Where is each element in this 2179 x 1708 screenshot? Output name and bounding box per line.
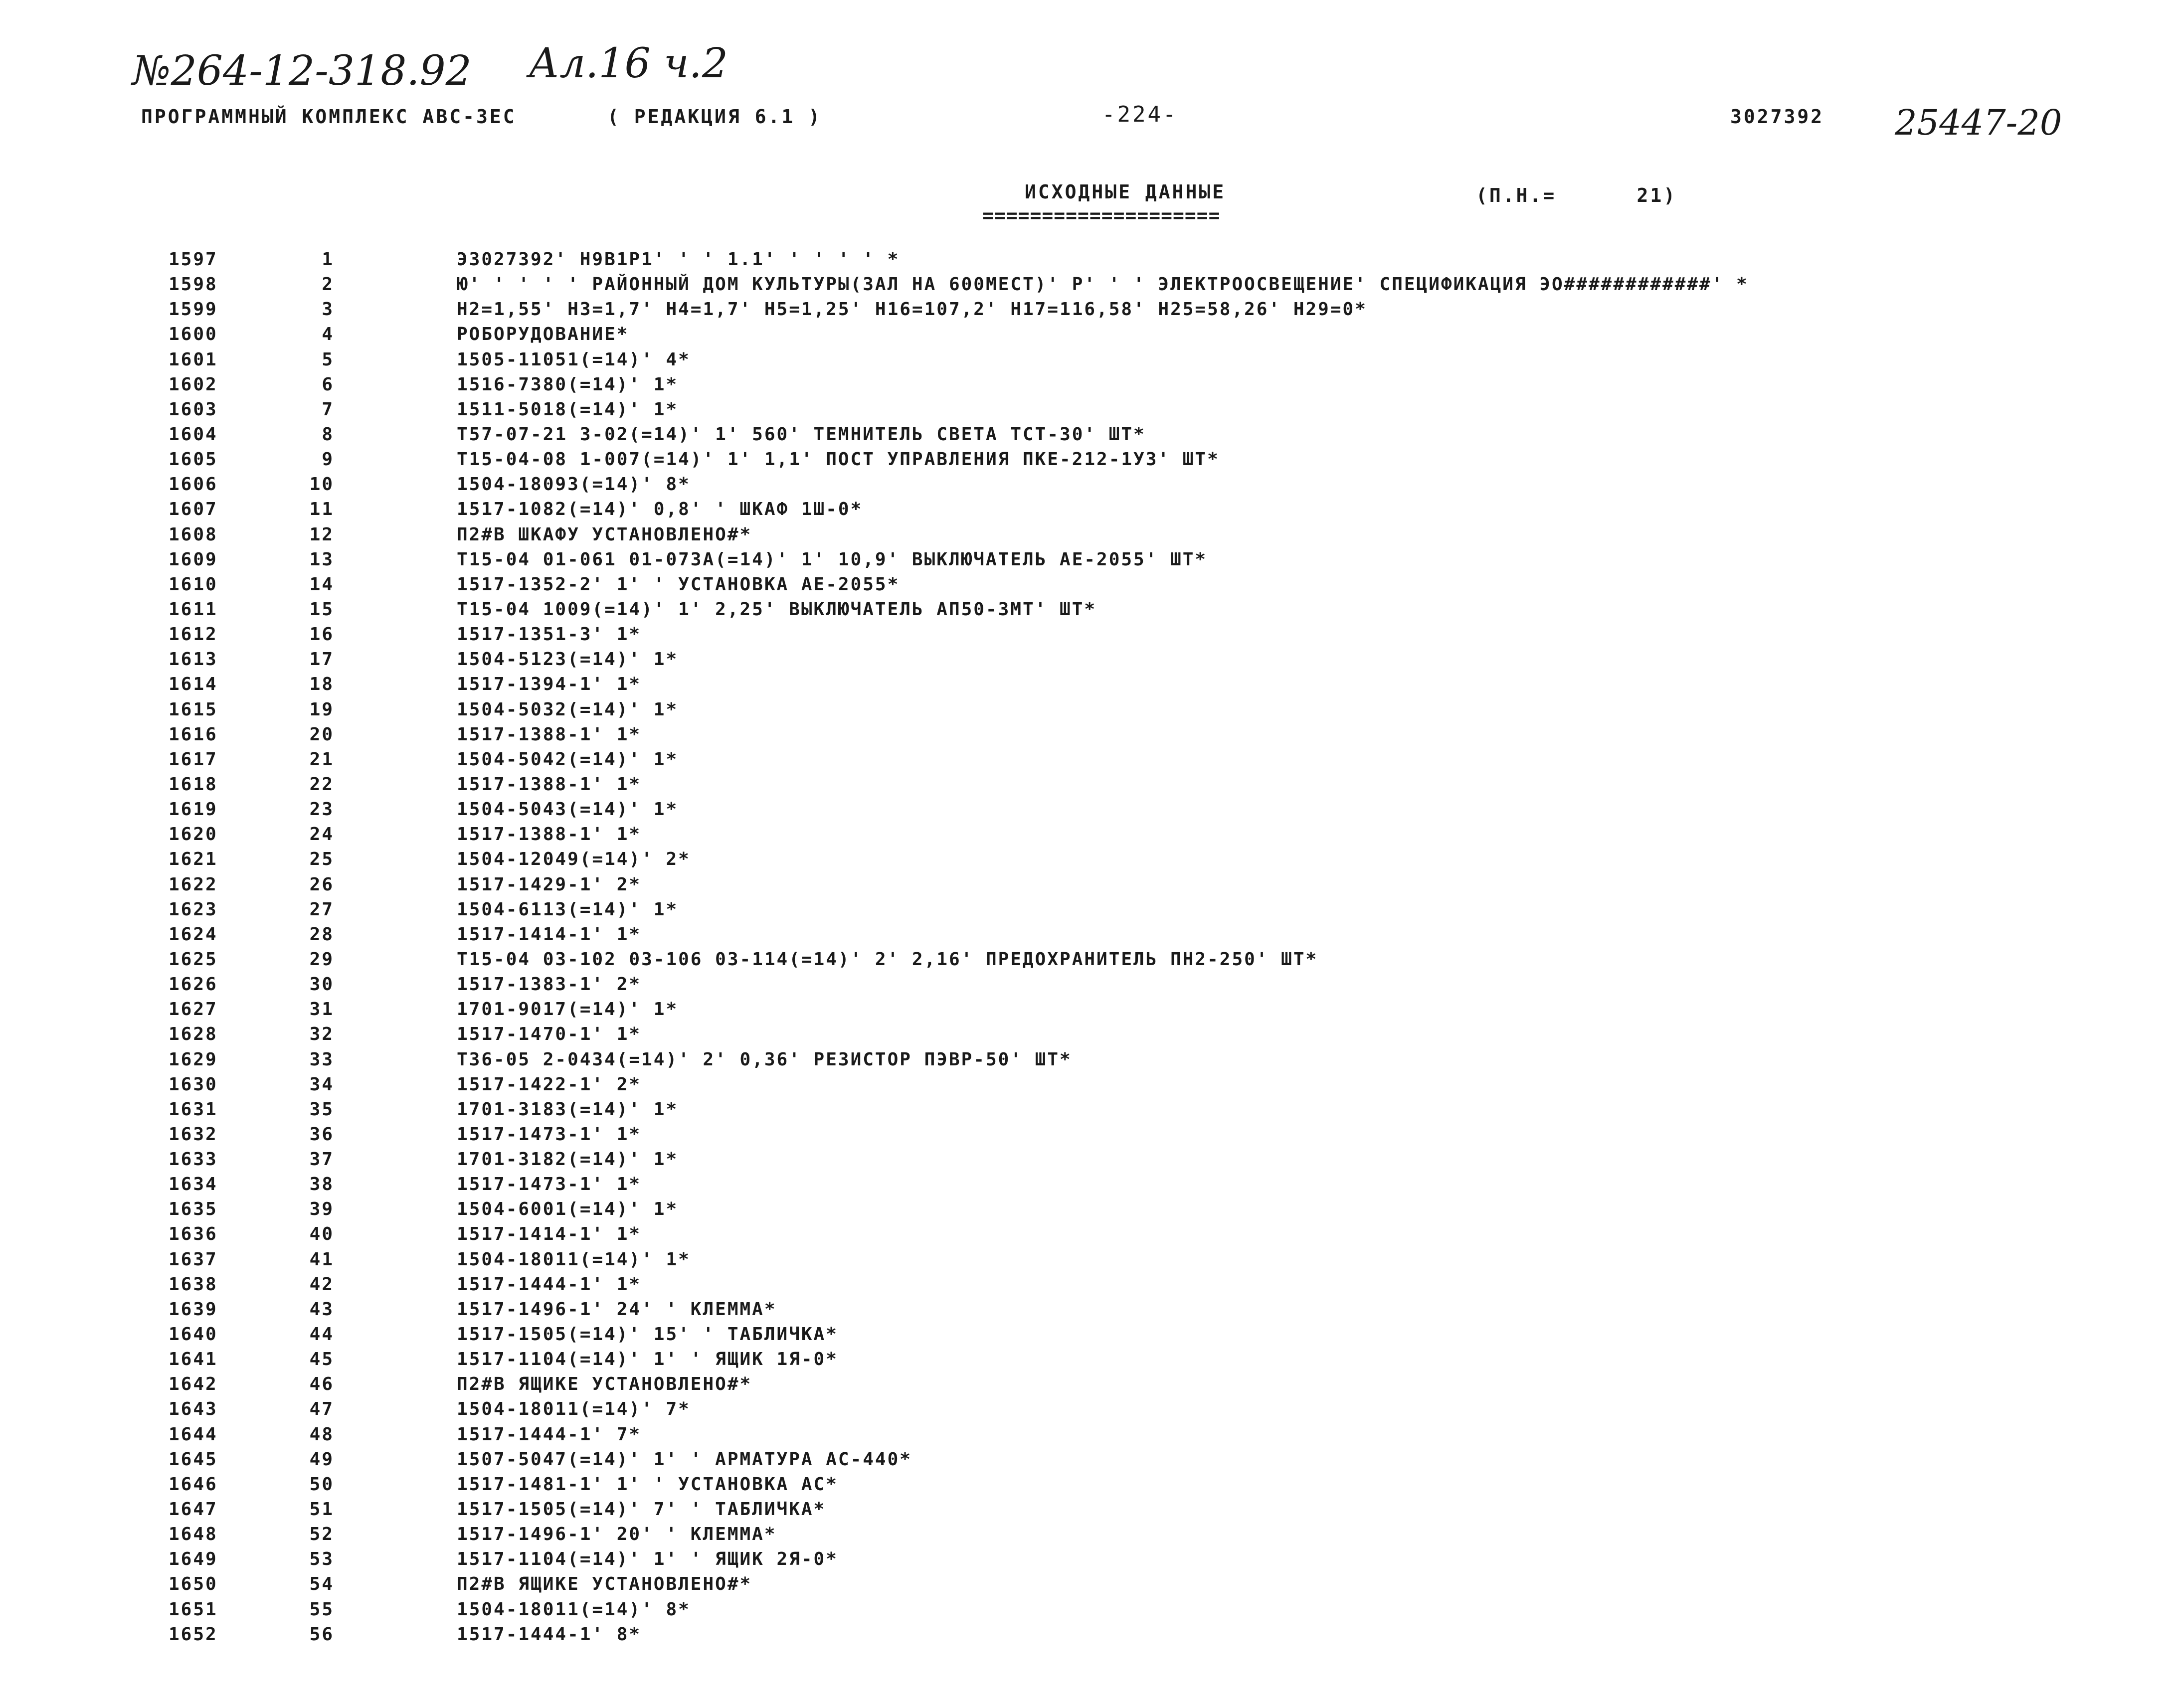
line-number: 1634 [169, 1174, 218, 1195]
card-number: 54 [309, 1574, 334, 1595]
listing-row [0, 624, 2179, 649]
card-number: 53 [309, 1549, 334, 1570]
listing-row [0, 674, 2179, 699]
record-text: Т15-04 03-102 03-106 03-114(=14)' 2' 2,16' ПРЕДОХРАНИТЕЛЬ ПН2-250' ШТ* [457, 949, 1318, 970]
record-text: 1504-6001(=14)' 1* [457, 1199, 679, 1220]
listing-row [0, 1599, 2179, 1624]
document-code: 3027392 [1730, 106, 1824, 128]
record-text: 1504-12049(=14)' 2* [457, 849, 691, 870]
listing-row [0, 649, 2179, 674]
card-number: 36 [309, 1124, 334, 1145]
line-number: 1618 [169, 774, 218, 795]
line-number: 1645 [169, 1449, 218, 1470]
record-text: 1504-5123(=14)' 1* [457, 649, 679, 670]
listing-row [0, 799, 2179, 824]
card-number: 3 [322, 299, 334, 320]
card-number: 50 [309, 1474, 334, 1495]
card-number: 25 [309, 849, 334, 870]
line-number: 1615 [169, 699, 218, 720]
line-number: 1629 [169, 1049, 218, 1070]
listing-row [0, 1374, 2179, 1399]
listing-row [0, 1124, 2179, 1149]
line-number: 1612 [169, 624, 218, 645]
card-number: 56 [309, 1624, 334, 1645]
listing-row [0, 1149, 2179, 1174]
line-number: 1646 [169, 1474, 218, 1495]
listing-row [0, 549, 2179, 574]
line-number: 1625 [169, 949, 218, 970]
record-text: Т15-04 01-061 01-073А(=14)' 1' 10,9' ВЫКЛЮЧАТЕЛЬ АЕ-2055' ШТ* [457, 549, 1208, 570]
listing-row [0, 924, 2179, 949]
record-text: 1517-1104(=14)' 1' ' ЯЩИК 1Я-0* [457, 1349, 838, 1370]
record-text: 1517-1414-1' 1* [457, 1224, 642, 1245]
listing-row [0, 1574, 2179, 1599]
card-number: 2 [322, 274, 334, 295]
line-number: 1632 [169, 1124, 218, 1145]
line-number: 1609 [169, 549, 218, 570]
listing-row [0, 1224, 2179, 1249]
record-text: 1517-1388-1' 1* [457, 724, 642, 745]
edition-label: ( РЕДАКЦИЯ 6.1 ) [607, 106, 822, 128]
record-text: 1504-18093(=14)' 8* [457, 474, 691, 495]
listing-row [0, 1624, 2179, 1649]
record-text: 1517-1429-1' 2* [457, 874, 642, 895]
listing-row [0, 874, 2179, 899]
record-text: РОБОРУДОВАНИЕ* [457, 324, 629, 345]
listing-row [0, 1099, 2179, 1124]
card-number: 9 [322, 449, 334, 470]
listing-row [0, 1174, 2179, 1199]
line-number: 1647 [169, 1499, 218, 1520]
listing-row [0, 849, 2179, 874]
line-number: 1638 [169, 1274, 218, 1295]
record-text: 1517-1505(=14)' 7' ' ТАБЛИЧКА* [457, 1499, 826, 1520]
line-number: 1608 [169, 524, 218, 545]
card-number: 27 [309, 899, 334, 920]
record-text: 1504-6113(=14)' 1* [457, 899, 679, 920]
line-number: 1635 [169, 1199, 218, 1220]
record-text: 1517-1394-1' 1* [457, 674, 642, 695]
card-number: 10 [309, 474, 334, 495]
record-text: 1517-1444-1' 1* [457, 1274, 642, 1295]
card-number: 39 [309, 1199, 334, 1220]
section-title-underline: ==================== [982, 204, 1221, 226]
record-text: 1504-18011(=14)' 7* [457, 1399, 691, 1420]
handwritten-document-number: №264-12-318.92 [132, 47, 472, 95]
line-number: 1626 [169, 974, 218, 995]
record-text: Т15-04 1009(=14)' 1' 2,25' ВЫКЛЮЧАТЕЛЬ АП50-3МТ' ШТ* [457, 599, 1097, 620]
listing-row [0, 374, 2179, 399]
card-number: 47 [309, 1399, 334, 1420]
record-text: 1517-1444-1' 7* [457, 1424, 642, 1445]
card-number: 45 [309, 1349, 334, 1370]
line-number: 1610 [169, 574, 218, 595]
listing-row [0, 774, 2179, 799]
record-text: Т36-05 2-0434(=14)' 2' 0,36' РЕЗИСТОР ПЭВР-50' ШТ* [457, 1049, 1072, 1070]
line-number: 1616 [169, 724, 218, 745]
line-number: 1597 [169, 249, 218, 270]
record-text: 1517-1470-1' 1* [457, 1024, 642, 1045]
card-number: 28 [309, 924, 334, 945]
record-text: Ю' ' ' ' ' РАЙОННЫЙ ДОМ КУЛЬТУРЫ(ЗАЛ НА 600МЕСТ)' Р' ' ' ЭЛЕКТРООСВЕЩЕНИЕ' СПЕЦИФИКАЦИЯ ЭО############' * [457, 274, 1749, 295]
line-number: 1619 [169, 799, 218, 820]
record-text: 1517-1351-3' 1* [457, 624, 642, 645]
card-number: 17 [309, 649, 334, 670]
card-number: 15 [309, 599, 334, 620]
listing-row [0, 1324, 2179, 1349]
source-data-listing [0, 249, 2179, 1649]
record-text: 1517-1352-2' 1' ' УСТАНОВКА АЕ-2055* [457, 574, 900, 595]
line-number: 1630 [169, 1074, 218, 1095]
line-number: 1620 [169, 824, 218, 845]
card-number: 20 [309, 724, 334, 745]
line-number: 1644 [169, 1424, 218, 1445]
handwritten-sheet-reference: Ал.16 ч.2 [529, 40, 728, 87]
card-number: 13 [309, 549, 334, 570]
line-number: 1636 [169, 1224, 218, 1245]
line-number: 1613 [169, 649, 218, 670]
card-number: 48 [309, 1424, 334, 1445]
record-text: П2#В ЯЩИКЕ УСТАНОВЛЕНО#* [457, 1574, 752, 1595]
line-number: 1605 [169, 449, 218, 470]
line-number: 1641 [169, 1349, 218, 1370]
listing-row [0, 1499, 2179, 1524]
listing-row [0, 1524, 2179, 1549]
line-number: 1648 [169, 1524, 218, 1545]
card-number: 55 [309, 1599, 334, 1620]
listing-row [0, 1349, 2179, 1374]
listing-row [0, 474, 2179, 499]
record-text: Н2=1,55' Н3=1,7' Н4=1,7' Н5=1,25' Н16=107,2' Н17=116,58' Н25=58,26' Н29=0* [457, 299, 1367, 320]
card-number: 43 [309, 1299, 334, 1320]
program-title: ПРОГРАММНЫЙ КОМПЛЕКС АВС-3ЕС [141, 106, 517, 128]
page-number: -224- [1102, 102, 1178, 127]
line-number: 1600 [169, 324, 218, 345]
line-number: 1639 [169, 1299, 218, 1320]
listing-row [0, 824, 2179, 849]
card-number: 23 [309, 799, 334, 820]
listing-row [0, 424, 2179, 449]
line-number: 1599 [169, 299, 218, 320]
listing-row [0, 974, 2179, 999]
card-number: 18 [309, 674, 334, 695]
line-number: 1604 [169, 424, 218, 445]
line-number: 1601 [169, 349, 218, 370]
listing-row [0, 999, 2179, 1024]
listing-row [0, 899, 2179, 924]
listing-row [0, 274, 2179, 299]
listing-row [0, 399, 2179, 424]
card-number: 8 [322, 424, 334, 445]
record-text: 1504-5032(=14)' 1* [457, 699, 679, 720]
listing-row [0, 574, 2179, 599]
line-number: 1627 [169, 999, 218, 1020]
card-number: 11 [309, 499, 334, 520]
card-number: 38 [309, 1174, 334, 1195]
card-number: 51 [309, 1499, 334, 1520]
line-number: 1637 [169, 1249, 218, 1270]
line-number: 1611 [169, 599, 218, 620]
card-number: 42 [309, 1274, 334, 1295]
card-number: 12 [309, 524, 334, 545]
listing-row [0, 1249, 2179, 1274]
listing-row [0, 249, 2179, 274]
record-text: 1504-18011(=14)' 8* [457, 1599, 691, 1620]
record-text: 1511-5018(=14)' 1* [457, 399, 679, 420]
card-number: 22 [309, 774, 334, 795]
record-text: 1517-1496-1' 24' ' КЛЕММА* [457, 1299, 777, 1320]
record-text: 1701-3182(=14)' 1* [457, 1149, 679, 1170]
record-text: 1504-18011(=14)' 1* [457, 1249, 691, 1270]
card-number: 52 [309, 1524, 334, 1545]
record-text: 1517-1481-1' 1' ' УСТАНОВКА АС* [457, 1474, 838, 1495]
listing-row [0, 699, 2179, 724]
listing-row [0, 1549, 2179, 1574]
card-number: 34 [309, 1074, 334, 1095]
record-text: Т15-04-08 1-007(=14)' 1' 1,1' ПОСТ УПРАВЛЕНИЯ ПКЕ-212-1У3' ШТ* [457, 449, 1220, 470]
card-number: 33 [309, 1049, 334, 1070]
line-number: 1628 [169, 1024, 218, 1045]
card-number: 32 [309, 1024, 334, 1045]
record-text: 1504-5043(=14)' 1* [457, 799, 679, 820]
record-text: 1517-1473-1' 1* [457, 1174, 642, 1195]
line-number: 1622 [169, 874, 218, 895]
record-text: 1517-1473-1' 1* [457, 1124, 642, 1145]
listing-row [0, 1424, 2179, 1449]
record-text: 1517-1388-1' 1* [457, 774, 642, 795]
record-text: 1516-7380(=14)' 1* [457, 374, 679, 395]
line-number: 1606 [169, 474, 218, 495]
listing-row [0, 724, 2179, 749]
line-number: 1631 [169, 1099, 218, 1120]
card-number: 7 [322, 399, 334, 420]
listing-row [0, 1024, 2179, 1049]
card-number: 44 [309, 1324, 334, 1345]
line-number: 1603 [169, 399, 218, 420]
record-text: П2#В ШКАФУ УСТАНОВЛЕНО#* [457, 524, 752, 545]
card-number: 30 [309, 974, 334, 995]
line-number: 1598 [169, 274, 218, 295]
listing-row [0, 1049, 2179, 1074]
card-number: 4 [322, 324, 334, 345]
listing-row [0, 599, 2179, 624]
card-number: 31 [309, 999, 334, 1020]
line-number: 1607 [169, 499, 218, 520]
section-page-info: (П.Н.= 21) [1476, 184, 1677, 206]
listing-row [0, 524, 2179, 549]
line-number: 1617 [169, 749, 218, 770]
line-number: 1640 [169, 1324, 218, 1345]
line-number: 1652 [169, 1624, 218, 1645]
line-number: 1649 [169, 1549, 218, 1570]
record-text: Т57-07-21 3-02(=14)' 1' 560' ТЕМНИТЕЛЬ СВЕТА ТСТ-30' ШТ* [457, 424, 1146, 445]
card-number: 26 [309, 874, 334, 895]
listing-row [0, 349, 2179, 374]
listing-row [0, 1399, 2179, 1424]
listing-row [0, 1199, 2179, 1224]
record-text: 1701-9017(=14)' 1* [457, 999, 679, 1020]
record-text: 1517-1505(=14)' 15' ' ТАБЛИЧКА* [457, 1324, 838, 1345]
record-text: 1517-1496-1' 20' ' КЛЕММА* [457, 1524, 777, 1545]
listing-row [0, 1449, 2179, 1474]
card-number: 29 [309, 949, 334, 970]
line-number: 1614 [169, 674, 218, 695]
record-text: 1517-1104(=14)' 1' ' ЯЩИК 2Я-0* [457, 1549, 838, 1570]
card-number: 41 [309, 1249, 334, 1270]
record-text: 1505-11051(=14)' 4* [457, 349, 691, 370]
line-number: 1624 [169, 924, 218, 945]
record-text: 1504-5042(=14)' 1* [457, 749, 679, 770]
listing-row [0, 1274, 2179, 1299]
card-number: 46 [309, 1374, 334, 1395]
line-number: 1633 [169, 1149, 218, 1170]
card-number: 19 [309, 699, 334, 720]
card-number: 14 [309, 574, 334, 595]
listing-row [0, 1074, 2179, 1099]
card-number: 24 [309, 824, 334, 845]
line-number: 1650 [169, 1574, 218, 1595]
record-text: 1517-1444-1' 8* [457, 1624, 642, 1645]
line-number: 1621 [169, 849, 218, 870]
record-text: 1701-3183(=14)' 1* [457, 1099, 679, 1120]
listing-row [0, 449, 2179, 474]
listing-row [0, 299, 2179, 324]
line-number: 1643 [169, 1399, 218, 1420]
line-number: 1642 [169, 1374, 218, 1395]
record-text: 1517-1388-1' 1* [457, 824, 642, 845]
listing-row [0, 949, 2179, 974]
card-number: 40 [309, 1224, 334, 1245]
listing-row [0, 499, 2179, 524]
line-number: 1602 [169, 374, 218, 395]
section-title: ИСХОДНЫЕ ДАННЫЕ [1025, 181, 1226, 203]
card-number: 49 [309, 1449, 334, 1470]
listing-row [0, 1474, 2179, 1499]
line-number: 1651 [169, 1599, 218, 1620]
card-number: 35 [309, 1099, 334, 1120]
card-number: 5 [322, 349, 334, 370]
card-number: 16 [309, 624, 334, 645]
listing-row [0, 749, 2179, 774]
record-text: 1517-1082(=14)' 0,8' ' ШКАФ 1Ш-0* [457, 499, 863, 520]
listing-row [0, 324, 2179, 349]
card-number: 6 [322, 374, 334, 395]
record-text: 1507-5047(=14)' 1' ' АРМАТУРА АС-440* [457, 1449, 912, 1470]
card-number: 1 [322, 249, 334, 270]
record-text: П2#В ЯЩИКЕ УСТАНОВЛЕНО#* [457, 1374, 752, 1395]
listing-row [0, 1299, 2179, 1324]
card-number: 21 [309, 749, 334, 770]
line-number: 1623 [169, 899, 218, 920]
record-text: 1517-1414-1' 1* [457, 924, 642, 945]
handwritten-archive-number: 25447-20 [1895, 102, 2062, 143]
record-text: 1517-1422-1' 2* [457, 1074, 642, 1095]
record-text: Э3027392' Н9В1Р1' ' ' 1.1' ' ' ' ' * [457, 249, 900, 270]
card-number: 37 [309, 1149, 334, 1170]
record-text: 1517-1383-1' 2* [457, 974, 642, 995]
